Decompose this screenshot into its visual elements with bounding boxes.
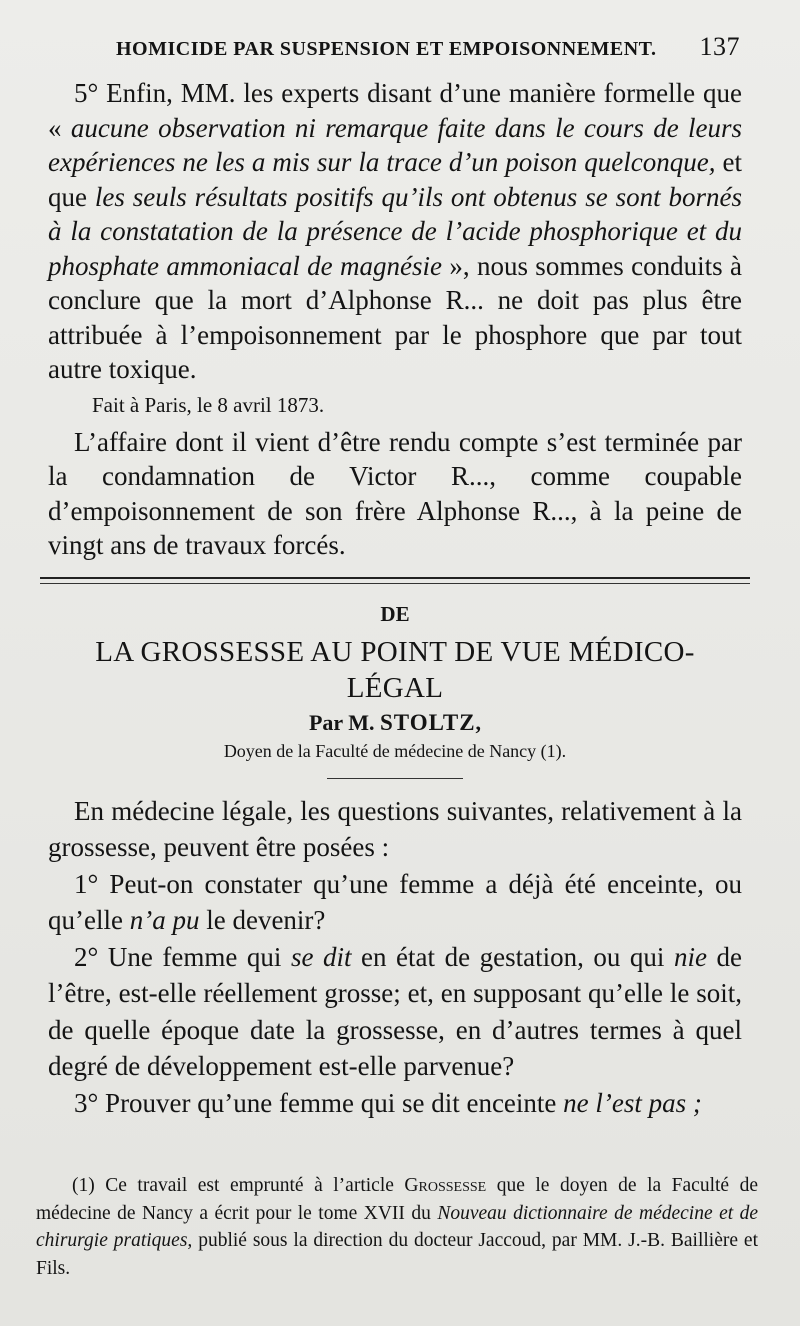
intro-paragraph: En médecine légale, les questions suivantes, relativement à la grossesse, peuvent être posées :	[48, 795, 742, 862]
article-title: LA GROSSESSE AU POINT DE VUE MÉDICO-LÉGAL	[95, 635, 695, 704]
footnote-part-c: publié sous la direction du docteur Jaccoud, par MM. J.-B. Baillière et Fils.	[36, 1230, 758, 1279]
page-number: 137	[699, 32, 740, 61]
q1-text-a: 1° Peut-on constater qu’une femme a déjà été enceinte, ou qu’elle	[48, 868, 742, 935]
article-de: DE	[380, 601, 410, 626]
author-name: STOLTZ	[380, 709, 476, 735]
question-2	[48, 939, 742, 1085]
footnote-part-a: (1) Ce travail est emprunté à l’article	[72, 1175, 405, 1196]
divider-thin	[40, 583, 750, 584]
item5-text-start: 5° Enfin, MM. les experts disant d’une manière formelle que «	[48, 78, 742, 143]
footnote-article-word: Grossesse	[404, 1175, 487, 1196]
item5-quote-1: aucune observation ni remarque faite dans le cours de leurs expériences ne les a mis sur la trace d’un poison quelconque,	[48, 112, 742, 177]
q2-text-b: en état de gestation, ou qui	[351, 941, 674, 972]
author-affiliation: Doyen de la Faculté de médecine de Nancy (1).	[223, 740, 567, 761]
signature-line: Fait à Paris, le 8 avril 1873.	[92, 392, 325, 417]
q2-text-a: 2° Une femme qui	[74, 941, 291, 972]
q3-text-a: 3° Prouver qu’une femme qui se dit enceinte	[74, 1087, 564, 1118]
q2-italic-1: se dit	[290, 941, 352, 972]
short-divider	[327, 778, 463, 779]
running-title: HOMICIDE PAR SUSPENSION ET EMPOISONNEMENT.	[116, 38, 657, 60]
case-outcome: L’affaire dont il vient d’être rendu compte s’est terminée par la condamnation de Victor R..., comme coupable d’empoisonnement de son frère Alphonse R..., à la peine de vingt ans de travaux forcés.	[48, 426, 742, 560]
divider-thick	[40, 577, 750, 579]
question-1	[48, 866, 742, 939]
item5-text-end: », nous sommes conduits à conclure que la mort d’Alphonse R... ne doit pas plus être attribuée à l’empoisonnement par le phosphore que par tout autre toxique.	[48, 250, 742, 384]
footnote-part-b: que le doyen de la Faculté de médecine de Nancy a écrit pour le tome XVII du	[36, 1175, 758, 1224]
footnote-italic: Nouveau dictionnaire de médecine et de chirurgie pratiques,	[36, 1202, 758, 1251]
footnote-text	[36, 1172, 758, 1282]
article-author	[48, 708, 742, 738]
conclusion-item-5	[48, 76, 742, 387]
q1-text-b: le devenir?	[199, 905, 326, 935]
page-body	[48, 76, 742, 1121]
author-prefix: Par M.	[308, 709, 381, 735]
section-divider	[40, 577, 750, 584]
running-header	[0, 32, 800, 66]
footnote	[36, 1172, 758, 1282]
question-3	[48, 1085, 742, 1122]
q1-italic: n’a pu	[129, 905, 200, 935]
item5-text-mid: et que	[48, 147, 742, 212]
author-suffix: ,	[475, 709, 482, 735]
q3-italic: ne l’est pas ;	[563, 1087, 702, 1118]
q2-text-c: de l’être, est-elle réellement grosse; et, en supposant qu’elle le soit, de quelle époque date la grossesse, en d’autres termes à quel degré de développement est-elle parvenue?	[48, 941, 743, 1081]
item5-quote-2: les seuls résultats positifs qu’ils ont obtenus se sont bornés à la constatation de la présence de l’acide phosphorique et du phosphate ammoniacal de magnésie	[48, 181, 742, 281]
questions-block	[48, 793, 742, 1122]
q2-italic-2: nie	[673, 941, 707, 972]
